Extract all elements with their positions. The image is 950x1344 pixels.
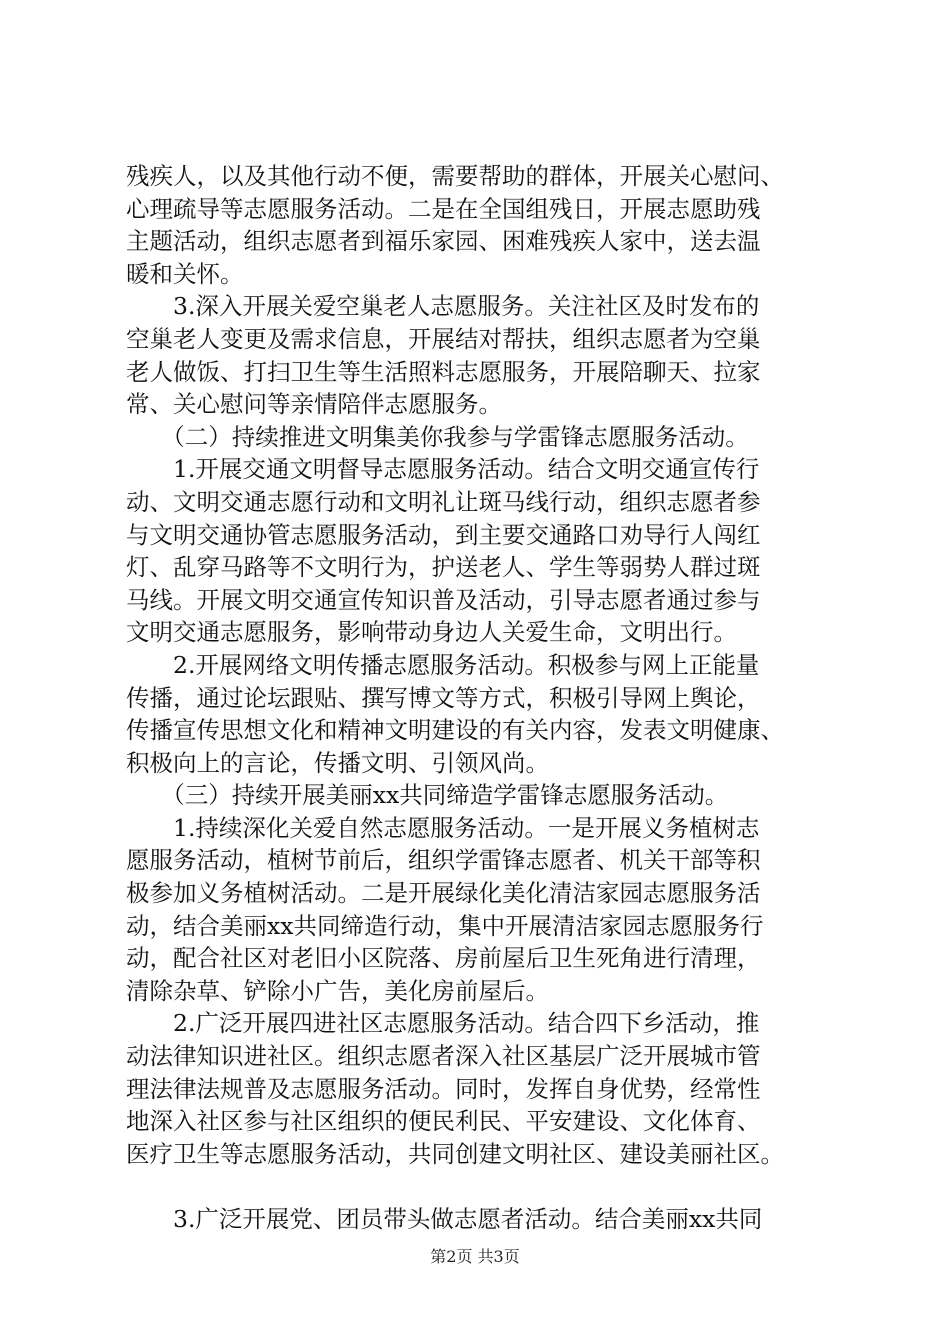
text-line: 残疾人，以及其他行动不便，需要帮助的群体，开展关心慰问、 — [126, 162, 784, 190]
text-line: 医疗卫生等志愿服务活动，共同创建文明社区、建设美丽社区。 — [126, 1139, 784, 1168]
text-line: 动，配合社区对老旧小区院落、房前屋后卫生死角进行清理， — [126, 944, 761, 973]
text-line: 动、文明交通志愿行动和文明礼让斑马线行动，组织志愿者参 — [126, 487, 761, 516]
text-line: 理法律法规普及志愿服务活动。同时，发挥自身优势，经常性 — [126, 1074, 761, 1103]
text-line: 主题活动，组织志愿者到福乐家园、困难残疾人家中，送去温 — [126, 227, 761, 256]
text-line — [126, 1170, 832, 1203]
text-line: 极参加义务植树活动。二是开展绿化美化清洁家园志愿服务活 — [126, 879, 761, 908]
text-line: 1.持续深化关爱自然志愿服务活动。一是开展义务植树志 — [126, 813, 760, 842]
text-line: 3.深入开展关爱空巢老人志愿服务。关注社区及时发布的 — [126, 292, 760, 321]
text-line: 文明交通志愿服务，影响带动身边人关爱生命，文明出行。 — [126, 618, 737, 647]
text-line: 心理疏导等志愿服务活动。二是在全国组残日，开展志愿助残 — [126, 194, 761, 223]
text-line: 暖和关怀。 — [126, 259, 244, 288]
text-line: 传播宣传思想文化和精神文明建设的有关内容，发表文明健康、 — [126, 716, 784, 745]
text-line: 传播，通过论坛跟贴、撰写博文等方式，积极引导网上舆论， — [126, 683, 761, 712]
text-line: 1.开展交通文明督导志愿服务活动。结合文明交通宣传行 — [126, 455, 760, 484]
body-text — [126, 160, 832, 1236]
text-line: 动法律知识进社区。组织志愿者深入社区基层广泛开展城市管 — [126, 1042, 761, 1071]
text-line: 老人做饭、打扫卫生等生活照料志愿服务，开展陪聊天、拉家 — [126, 357, 761, 386]
text-line: 积极向上的言论，传播文明、引领风尚。 — [126, 748, 549, 777]
text-line: 2.开展网络文明传播志愿服务活动。积极参与网上正能量 — [126, 650, 760, 679]
text-line: 地深入社区参与社区组织的便民利民、平安建设、文化体育、 — [126, 1107, 761, 1136]
text-line: 与文明交通协管志愿服务活动，到主要交通路口劝导行人闯红 — [126, 520, 761, 549]
text-line: （二）持续推进文明集美你我参与学雷锋志愿服务活动。 — [126, 422, 749, 451]
text-line: 3.广泛开展党、团员带头做志愿者活动。结合美丽xx共同 — [126, 1205, 763, 1233]
text-line: 2.广泛开展四进社区志愿服务活动。结合四下乡活动，推 — [126, 1009, 760, 1038]
text-line: 愿服务活动，植树节前后，组织学雷锋志愿者、机关干部等积 — [126, 846, 761, 875]
text-line: 马线。开展文明交通宣传知识普及活动，引导志愿者通过参与 — [126, 585, 761, 614]
text-line: 灯、乱穿马路等不文明行为，护送老人、学生等弱势人群过斑 — [126, 553, 761, 582]
text-line: 动，结合美丽xx共同缔造行动，集中开展清洁家园志愿服务行 — [126, 911, 764, 940]
text-line: 空巢老人变更及需求信息，开展结对帮扶，组织志愿者为空巢 — [126, 324, 761, 353]
text-line: （三）持续开展美丽xx共同缔造学雷锋志愿服务活动。 — [126, 781, 729, 810]
text-line: 清除杂草、铲除小广告，美化房前屋后。 — [126, 976, 549, 1005]
page-footer: 第2页 共3页 — [430, 1247, 520, 1266]
text-line: 常、关心慰问等亲情陪伴志愿服务。 — [126, 390, 502, 419]
